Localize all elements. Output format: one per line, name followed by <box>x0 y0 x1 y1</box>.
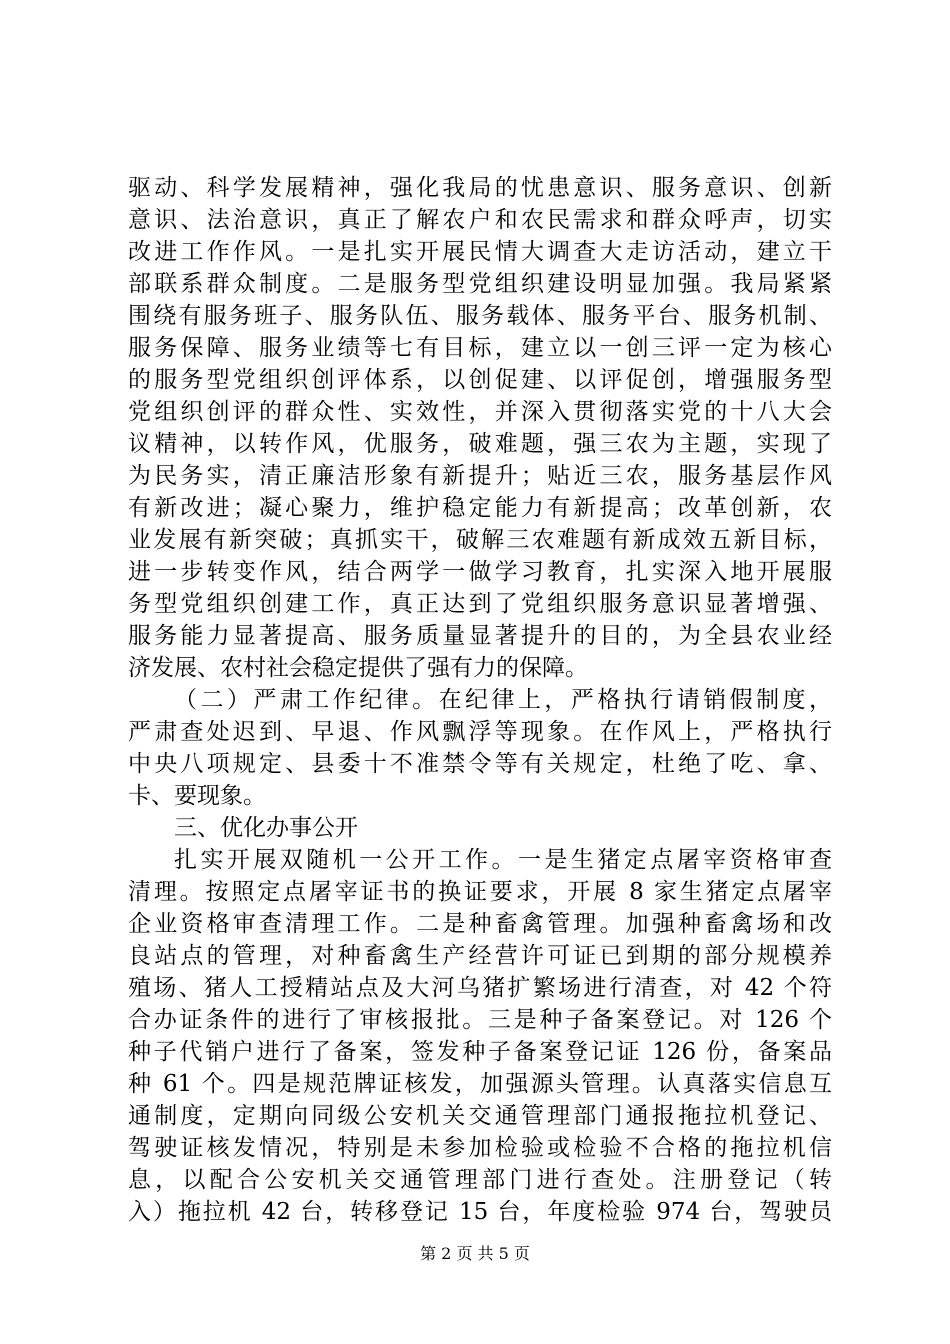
text-line: 济发展、农村社会稳定提供了强有力的保障。 <box>128 655 588 681</box>
text-line: 合办证条件的进行了审核报批。三是种子备案登记。对 126 个 <box>128 1007 832 1033</box>
text-line: 议精神，以转作风，优服务，破难题，强三农为主题，实现了 <box>128 431 832 457</box>
text-line: 三、优化办事公开 <box>174 815 358 841</box>
text-line: 围绕有服务班子、服务队伍、服务载体、服务平台、服务机制、 <box>128 303 832 329</box>
text-line: 的服务型党组织创评体系，以创促建、以评促创，增强服务型 <box>128 367 832 393</box>
text-line: 务型党组织创建工作，真正达到了党组织服务意识显著增强、 <box>128 591 832 617</box>
text-line: 种子代销户进行了备案，签发种子备案登记证 126 份，备案品 <box>128 1039 832 1065</box>
text-line: 入）拖拉机 42 台，转移登记 15 台，年度检验 974 台，驾驶员 <box>128 1199 832 1225</box>
text-line: 服务能力显著提高、服务质量显著提升的目的，为全县农业经 <box>128 623 832 649</box>
text-line: 业发展有新突破；真抓实干，破解三农难题有新成效五新目标， <box>128 527 832 553</box>
text-line: 严肃查处迟到、早退、作风飘浮等现象。在作风上，严格执行 <box>128 719 832 745</box>
text-line: 通制度，定期向同级公安机关交通管理部门通报拖拉机登记、 <box>128 1103 832 1129</box>
text-line: 驱动、科学发展精神，强化我局的忧患意识、服务意识、创新 <box>128 175 832 201</box>
text-line: 清理。按照定点屠宰证书的换证要求，开展 8 家生猪定点屠宰 <box>128 879 832 905</box>
text-line: 进一步转变作风，结合两学一做学习教育，扎实深入地开展服 <box>128 559 832 585</box>
text-line: 种 61 个。四是规范牌证核发，加强源头管理。认真落实信息互 <box>128 1071 832 1097</box>
text-line: 息，以配合公安机关交通管理部门进行查处。注册登记（转 <box>128 1167 832 1193</box>
text-line: 中央八项规定、县委十不准禁令等有关规定，杜绝了吃、拿、 <box>128 751 832 777</box>
document-body <box>128 172 832 1228</box>
page-number-footer: 第 2 页 共 5 页 <box>420 1244 530 1263</box>
text-line: 驾驶证核发情况，特别是未参加检验或检验不合格的拖拉机信 <box>128 1135 832 1161</box>
text-line: 殖场、猪人工授精站点及大河乌猪扩繁场进行清查，对 42 个符 <box>128 975 832 1001</box>
text-line: 有新改进；凝心聚力，维护稳定能力有新提高；改革创新，农 <box>128 495 832 521</box>
text-line: 企业资格审查清理工作。二是种畜禽管理。加强种畜禽场和改 <box>128 911 832 937</box>
text-line: 党组织创评的群众性、实效性，并深入贯彻落实党的十八大会 <box>128 399 832 425</box>
text-line: 为民务实，清正廉洁形象有新提升；贴近三农，服务基层作风 <box>128 463 832 489</box>
text-line: 扎实开展双随机一公开工作。一是生猪定点屠宰资格审查 <box>174 847 832 873</box>
text-line: 意识、法治意识，真正了解农户和农民需求和群众呼声，切实 <box>128 207 832 233</box>
text-line: 部联系群众制度。二是服务型党组织建设明显加强。我局紧紧 <box>128 271 832 297</box>
text-line: （二）严肃工作纪律。在纪律上，严格执行请销假制度， <box>174 687 832 713</box>
text-line: 良站点的管理，对种畜禽生产经营许可证已到期的部分规模养 <box>128 943 832 969</box>
text-line: 卡、要现象。 <box>128 783 266 809</box>
text-line: 改进工作作风。一是扎实开展民情大调查大走访活动，建立干 <box>128 239 832 265</box>
text-line: 服务保障、服务业绩等七有目标，建立以一创三评一定为核心 <box>128 335 832 361</box>
